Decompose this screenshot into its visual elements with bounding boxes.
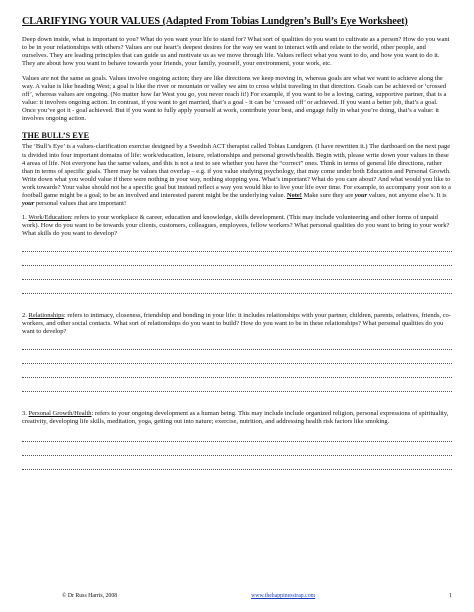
- answer-line[interactable]: [22, 468, 452, 470]
- domain-number: 2.: [22, 311, 27, 319]
- note-text-2: values, not anyone else’s. It is: [367, 191, 447, 199]
- page-footer: [22, 592, 452, 600]
- copyright-notice: © Dr Russ Harris, 2008: [62, 593, 118, 599]
- answer-line[interactable]: [22, 454, 452, 456]
- answer-line[interactable]: [22, 376, 452, 378]
- domain-relationships: [22, 312, 452, 336]
- domain-description: : refers to your workplace & career, education and knowledge, skills development. (This may include volunteering and other forms of unpaid work). How do you want to be towards your clients, customers, colleagues, employees, fellow workers? What personal qualities do you want to bring to your work? What skills do you want to develop?: [22, 213, 450, 237]
- values-vs-goals-paragraph: Values are not the same as goals. Values involve ongoing action; they are like directions we keep moving in, whereas goals are what we want to achieve along the way. A value is like heading West; a goal is like the river or mountain or valley we aim to cross whilst traveling in that direction. Goals can be achieved or ‘crossed off’, whereas values are ongoing. (No matter how far West you go, you never reach it!) For example, if you want to be a loving, caring, supportive partner, that is a value: it involves ongoing action. In contrast, if you want to get married, that’s a goal - it can be ‘crossed off’ or achieved. If you want a better job, that’s a goal. Once you’ve got it - goal achieved. But if you want to fully apply yourself at work, contribute your best, and engage fully in what you’re doing, that’s a value: it involves ongoing action.: [22, 75, 447, 123]
- answer-line[interactable]: [22, 348, 452, 350]
- answer-line[interactable]: [22, 390, 452, 392]
- answer-line[interactable]: [22, 278, 452, 280]
- note-text-1: Make sure they are: [301, 191, 355, 199]
- answer-line[interactable]: [22, 264, 452, 266]
- bulls-eye-heading: THE BULL’S EYE: [22, 131, 90, 141]
- note-label: Note!: [286, 191, 302, 199]
- domain-personal-growth-health: [22, 410, 452, 426]
- domain-label: Work/Education: [28, 213, 71, 221]
- bulls-eye-description: The ‘Bull’s Eye’ is a values-clarification exercise designed by a Swedish ACT therapist called Tobias Lundgren. (I have rewritten it.) The dartboard on the next page is divided into four important domains of life: work/education, leisure, relationships and personal growth/health. Begin with, please write down your values in these 4 areas of life. Not everyone has the same values, and this is not a test to see whether you have the “correct” ones. Think in terms of general life directions, rather than in terms of specific goals. There may be values that overlap – e.g. if you value studying psychology, that may come under both Education and Personal Growth. Write down what you would value if there were nothing in your way, nothing stopping you. What’s important? What do you care about? And what would you like to work towards? Your value should not be a specific goal but instead reflect a way you would like to live your life over time. For example, to accompany your son to a football game might be a goal; to be an involved and interested parent might be the underlying value.: [22, 143, 451, 199]
- note-text-3: personal values that are important!: [34, 199, 127, 207]
- domain-work-education: [22, 214, 452, 238]
- page-title: CLARIFYING YOUR VALUES (Adapted From Tobias Lundgren’s Bull’s Eye Worksheet): [22, 16, 408, 27]
- bulls-eye-paragraph: [22, 143, 452, 207]
- answer-lines-work-education: [22, 250, 452, 294]
- domain-label: Relationships: [28, 311, 64, 319]
- note-emphasis-your-2: your: [22, 199, 35, 207]
- domain-number: 1.: [22, 213, 27, 221]
- website-link[interactable]: www.thehappinesstrap.com: [251, 593, 316, 599]
- page-number: 1: [449, 593, 452, 599]
- domain-description: : refers to your ongoing development as a human being. This may include include organized religion, personal expressions of spirituality, creativity, developing life skills, meditation, yoga, getting out into nature; exercise, nutrition, and addressing health risk factors like smoking.: [22, 410, 449, 426]
- answer-lines-personal-growth-health: [22, 440, 452, 470]
- answer-line[interactable]: [22, 362, 452, 364]
- answer-line[interactable]: [22, 292, 452, 294]
- domain-number: 3.: [22, 410, 27, 418]
- answer-line[interactable]: [22, 250, 452, 252]
- note-emphasis-your-1: your: [354, 191, 368, 199]
- domain-description: : refers to intimacy, closeness, friendship and bonding in your life: it includes relationships with your partner, children, parents, relatives, friends, co-workers, and other social contacts. What sort of relationships do you want to build? How do you want to be in these relationships? What personal qualities do you want to develop?: [22, 311, 451, 336]
- answer-lines-relationships: [22, 348, 452, 392]
- intro-paragraph: Deep down inside, what is important to you? What do you want your life to stand for? What sort of qualities do you want to cultivate as a person? How do you want to be in your relationships with others? Values are our heart’s deepest desires for the way we want to interact with and relate to the world, other people, and ourselves. They are leading principles that can guide us and motivate us as we move through life. Values reflect what you want to do, and how you want to do it. They are about how you want to behave towards your friends, your family, yourself, your environment, your work, etc.: [22, 36, 450, 68]
- answer-line[interactable]: [22, 440, 452, 442]
- domain-label: Personal Growth/Health: [28, 410, 92, 418]
